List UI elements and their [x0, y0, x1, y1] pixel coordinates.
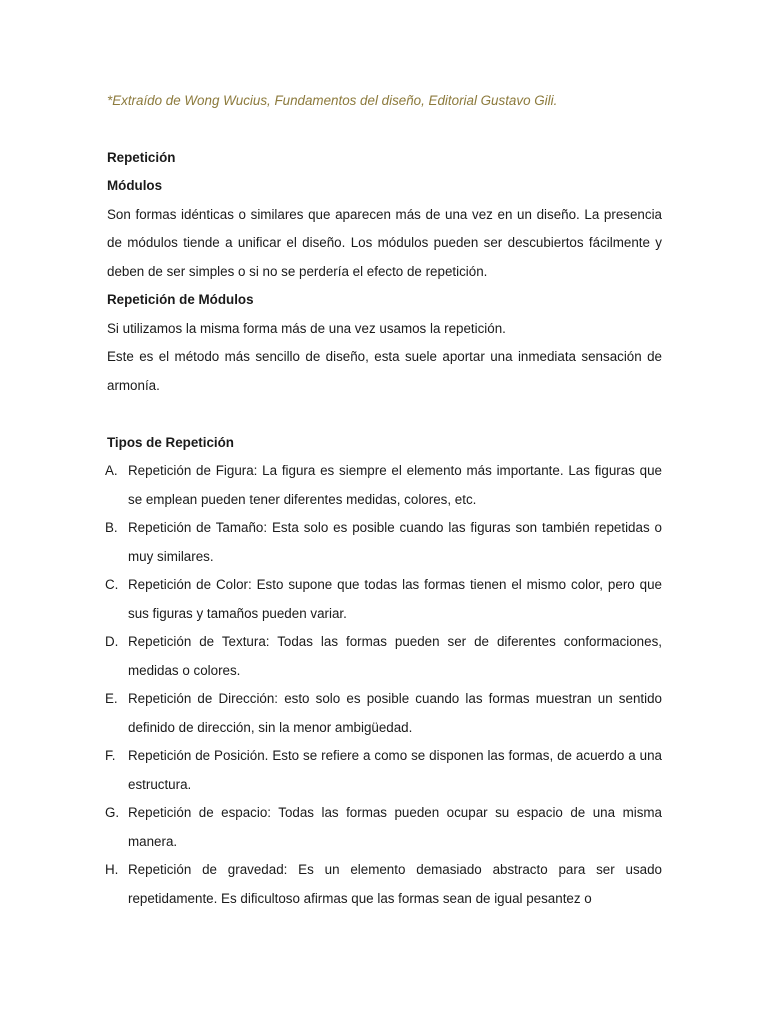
- list-letter: D.: [105, 634, 119, 649]
- list-letter: E.: [105, 691, 118, 706]
- list-item: [107, 514, 662, 571]
- list-item: [107, 856, 662, 913]
- subheading-repeticion-modulos: Repetición de Módulos: [107, 292, 254, 307]
- paragraph-repeticion-2: Este es el método más sencillo de diseño, esta suele aportar una inmediata sensación de armonía.: [107, 349, 662, 393]
- document-page: [107, 87, 662, 913]
- list-item: [107, 457, 662, 514]
- subheading-modulos: Módulos: [107, 178, 163, 193]
- tipos-list: [107, 457, 662, 913]
- list-letter: G.: [105, 805, 120, 820]
- paragraph-modulos: Son formas idénticas o similares que aparecen más de una vez en un diseño. La presencia de módulos tiende a unificar el diseño. Los módulos pueden ser descubiertos fácilmente y deben de ser simples o si no se perdería el efecto de repetición.: [107, 206, 662, 279]
- list-item: [107, 799, 662, 856]
- list-item: [107, 685, 662, 742]
- list-item-text: Repetición de Color: Esto supone que todas las formas tienen el mismo color, pero que sus figuras y tamaños pueden variar.: [128, 577, 662, 621]
- list-letter: H.: [105, 862, 119, 877]
- list-item: [107, 571, 662, 628]
- list-item-text: Repetición de Textura: Todas las formas pueden ser de diferentes conformaciones, medidas o colores.: [128, 634, 662, 678]
- spacer: [107, 400, 662, 429]
- list-letter: A.: [105, 463, 118, 478]
- list-item-text: Repetición de Posición. Esto se refiere a como se disponen las formas, de acuerdo a una estructura.: [128, 748, 662, 792]
- list-item-text: Repetición de Figura: La figura es siempre el elemento más importante. Las figuras que se emplean pueden tener diferentes medidas, colores, etc.: [128, 463, 662, 507]
- list-item: [107, 628, 662, 685]
- list-item: [107, 742, 662, 799]
- list-item-text: Repetición de Dirección: esto solo es posible cuando las formas muestran un sentido definido de dirección, sin la menor ambigüedad.: [128, 691, 662, 735]
- list-letter: F.: [105, 748, 116, 763]
- subheading-tipos: Tipos de Repetición: [107, 434, 234, 450]
- list-letter: C.: [105, 577, 119, 592]
- list-item-text: Repetición de gravedad: Es un elemento demasiado abstracto para ser usado repetidamente. Es dificultoso afirmas que las formas sean de igual pesantez o: [128, 862, 662, 906]
- section-heading-repeticion: Repetición: [107, 149, 176, 165]
- list-letter: B.: [105, 520, 118, 535]
- list-item-text: Repetición de espacio: Todas las formas pueden ocupar su espacio de una misma manera.: [128, 805, 662, 849]
- list-item-text: Repetición de Tamaño: Esta solo es posible cuando las figuras son también repetidas o muy similares.: [128, 520, 662, 564]
- paragraph-repeticion-1: Si utilizamos la misma forma más de una vez usamos la repetición.: [107, 320, 506, 336]
- source-citation: *Extraído de Wong Wucius, Fundamentos del diseño, Editorial Gustavo Gili.: [107, 93, 558, 108]
